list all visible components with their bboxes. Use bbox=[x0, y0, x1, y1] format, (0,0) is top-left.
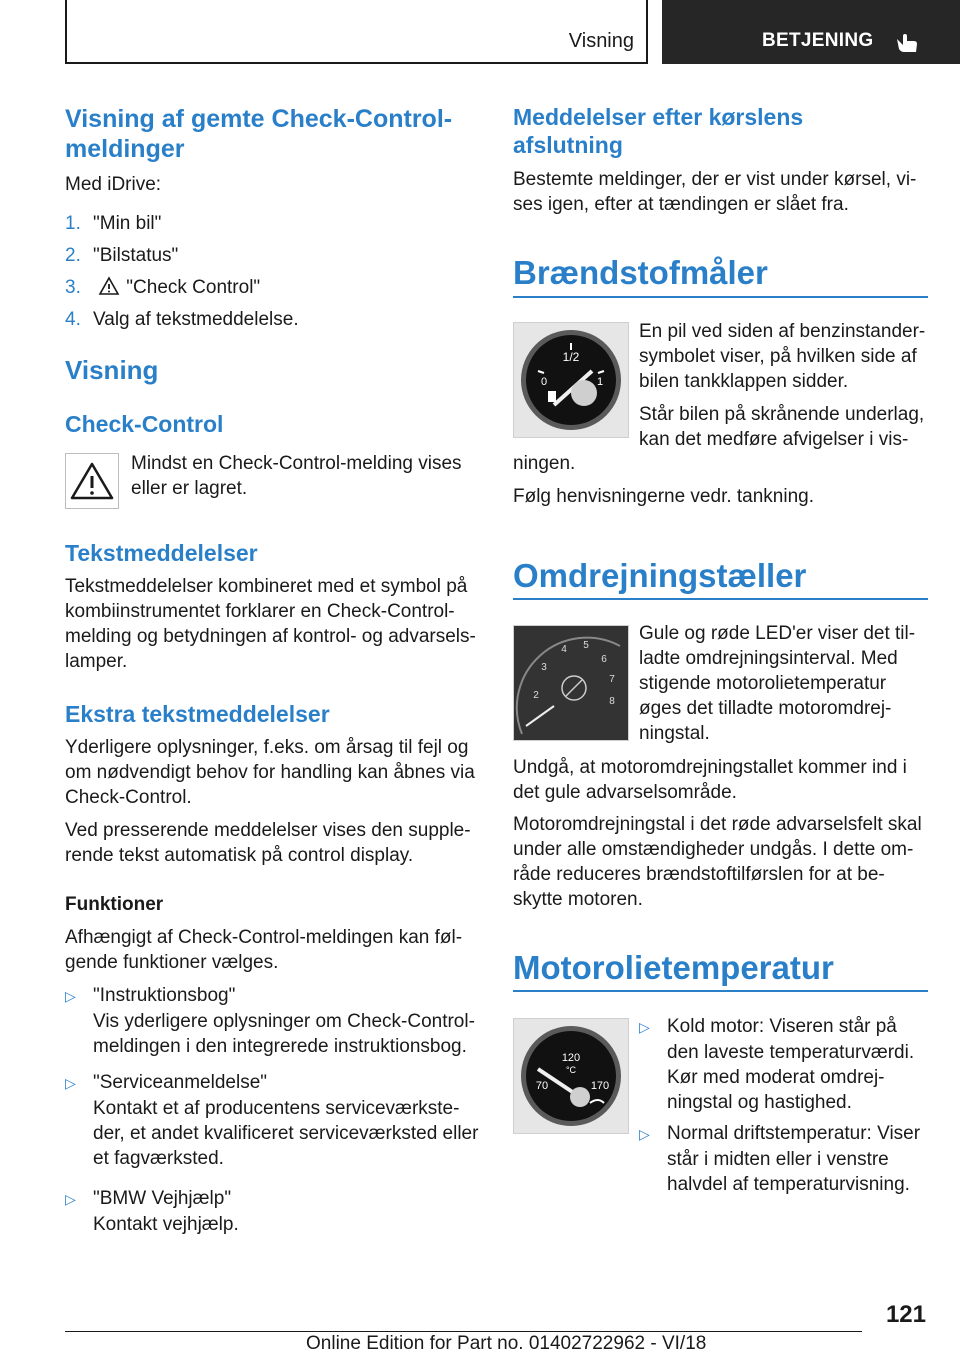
tachometer-paragraph: Gule og røde LED'er viser det til- ladte omdrejningsinterval. Med stigende motorolietemperatur øges det tilladte motoromdrej- ningstal. bbox=[639, 623, 916, 744]
fuel-slope-end: ningen. bbox=[513, 453, 576, 474]
check-control-symbol-box bbox=[65, 453, 119, 509]
svg-text:1: 1 bbox=[596, 376, 604, 388]
after-drive-paragraph: Bestemte meldinger, der er vist under kørsel, vi- ses igen, efter at tændingen er slået fra. bbox=[513, 169, 917, 215]
tachometer-red-paragraph: Motoromdrejningstal i det røde advarselsfelt skal under alle omstændigheder undgås. I dette om- råde reduceres brændstoftilførslen for at be- skytte motoren. bbox=[513, 814, 922, 910]
bullet-triangle-icon: ▷ bbox=[65, 988, 76, 1004]
text-messages-paragraph: Tekstmeddelelser kombineret med et symbol på kombiinstrumentet forklarer en Check-Control- melding og betydningen af kontrol- og advarsels- lamper. bbox=[65, 576, 476, 672]
function-item-roadside: ▷ "BMW Vejhjælp" Kontakt vejhjælp. bbox=[65, 1188, 239, 1235]
fuel-refuel-note: Følg henvisningerne vedr. tankning. bbox=[513, 486, 815, 507]
step-4: 4. Valg af tekstmeddelelse. bbox=[65, 309, 299, 330]
bullet-triangle-icon: ▷ bbox=[639, 1126, 650, 1142]
tachometer-warning-paragraph: Undgå, at motoromdrejningstallet kommer ind i det gule advarselsområde. bbox=[513, 757, 907, 803]
urgent-messages-paragraph: Ved presserende meddelelser vises den supple- rende tekst automatisk på control display. bbox=[65, 820, 471, 866]
tachometer-image bbox=[513, 625, 629, 741]
check-control-warning-icon bbox=[66, 454, 118, 508]
oil-item-cold: ▷ Kold motor: Viseren står på den laveste temperaturværdi. Kør med moderat omdrej- ningstal og hastighed. bbox=[639, 1016, 915, 1113]
function-item-service: ▷ "Serviceanmeldelse" Kontakt et af producentens serviceværkste- der, et andet kvalificeret serviceværksted eller et fagværksted. bbox=[65, 1072, 479, 1169]
oil-temperature-gauge-image bbox=[513, 1018, 629, 1134]
tachometer-heading-rule bbox=[513, 598, 928, 600]
svg-text:6: 6 bbox=[601, 654, 607, 665]
svg-text:8: 8 bbox=[609, 696, 615, 707]
svg-text:1/2: 1/2 bbox=[562, 350, 580, 364]
svg-text:70: 70 bbox=[535, 1080, 549, 1092]
header-section-box bbox=[65, 0, 648, 64]
heading-text-messages: Tekstmeddelelser bbox=[65, 540, 258, 566]
heading-fuel-gauge: Brændstofmåler bbox=[513, 254, 768, 291]
header-chapter-title: BETJENING bbox=[762, 30, 874, 51]
svg-text:4: 4 bbox=[561, 644, 567, 655]
heading-visning: Visning bbox=[65, 355, 159, 385]
oil-heading-rule bbox=[513, 990, 928, 992]
bullet-triangle-icon: ▷ bbox=[65, 1075, 76, 1091]
bullet-triangle-icon: ▷ bbox=[65, 1191, 76, 1207]
page-number: 121 bbox=[885, 1301, 926, 1328]
fuel-slope-paragraph: Står bilen på skrånende underlag, kan det medføre afvigelser i vis- bbox=[639, 404, 925, 450]
heading-after-drive: Meddelelser efter kørslens afslutning bbox=[513, 104, 804, 158]
step-1: 1. "Min bil" bbox=[65, 213, 162, 234]
header-section-title: Visning bbox=[568, 30, 634, 52]
svg-text:2: 2 bbox=[533, 690, 539, 701]
svg-text:0: 0 bbox=[540, 376, 548, 388]
heading-check-control: Check-Control bbox=[65, 411, 224, 437]
footer-edition: Online Edition for Part no. 01402722962 - VI/18 bbox=[306, 1333, 707, 1354]
svg-text:3: 3 bbox=[541, 662, 547, 673]
step-2: 2. "Bilstatus" bbox=[65, 245, 179, 266]
svg-text:7: 7 bbox=[609, 674, 615, 685]
fuel-gauge-image bbox=[513, 322, 629, 438]
bullet-triangle-icon: ▷ bbox=[639, 1019, 650, 1035]
heading-oil-temperature: Motorolietemperatur bbox=[513, 949, 834, 986]
function-item-manual: ▷ "Instruktionsbog" Vis yderligere oplysninger om Check-Control- meldingen i den integrerede instruktionsbog. bbox=[65, 985, 475, 1057]
svg-text:120: 120 bbox=[561, 1052, 581, 1064]
check-control-text: Mindst en Check-Control-melding vises eller er lagret. bbox=[131, 453, 462, 499]
heading-tachometer: Omdrejningstæller bbox=[513, 557, 807, 594]
heading-functions: Funktioner bbox=[65, 894, 164, 915]
heading-stored-messages: Visning af gemte Check-Control- meldinger bbox=[65, 105, 453, 163]
oil-item-normal: ▷ Normal driftstemperatur: Viser står i midten eller i venstre halvdel af temperaturvisning. bbox=[639, 1123, 921, 1195]
fuel-paragraph: En pil ved siden af benzinstander- symbolet viser, på hvilken side af bilen tankklappen sidder. bbox=[639, 321, 926, 392]
extra-text-paragraph: Yderligere oplysninger, f.eks. om årsag til fejl og om nødvendigt behov for handling kan åbnes via Check-Control. bbox=[65, 737, 475, 808]
svg-text:5: 5 bbox=[583, 640, 589, 651]
svg-text:170: 170 bbox=[590, 1080, 610, 1092]
warning-triangle-icon bbox=[98, 276, 120, 296]
heading-extra-text-messages: Ekstra tekstmeddelelser bbox=[65, 701, 330, 727]
idrive-label: Med iDrive: bbox=[65, 174, 162, 195]
fuel-heading-rule bbox=[513, 296, 928, 298]
functions-paragraph: Afhængigt af Check-Control-meldingen kan føl- gende funktioner vælges. bbox=[65, 927, 463, 973]
header-chapter-box bbox=[662, 0, 960, 64]
svg-text:°C: °C bbox=[565, 1065, 577, 1075]
footer-rule bbox=[65, 1331, 862, 1332]
step-3: 3. "Check Control" bbox=[65, 277, 261, 298]
pointing-hand-icon bbox=[893, 28, 919, 54]
